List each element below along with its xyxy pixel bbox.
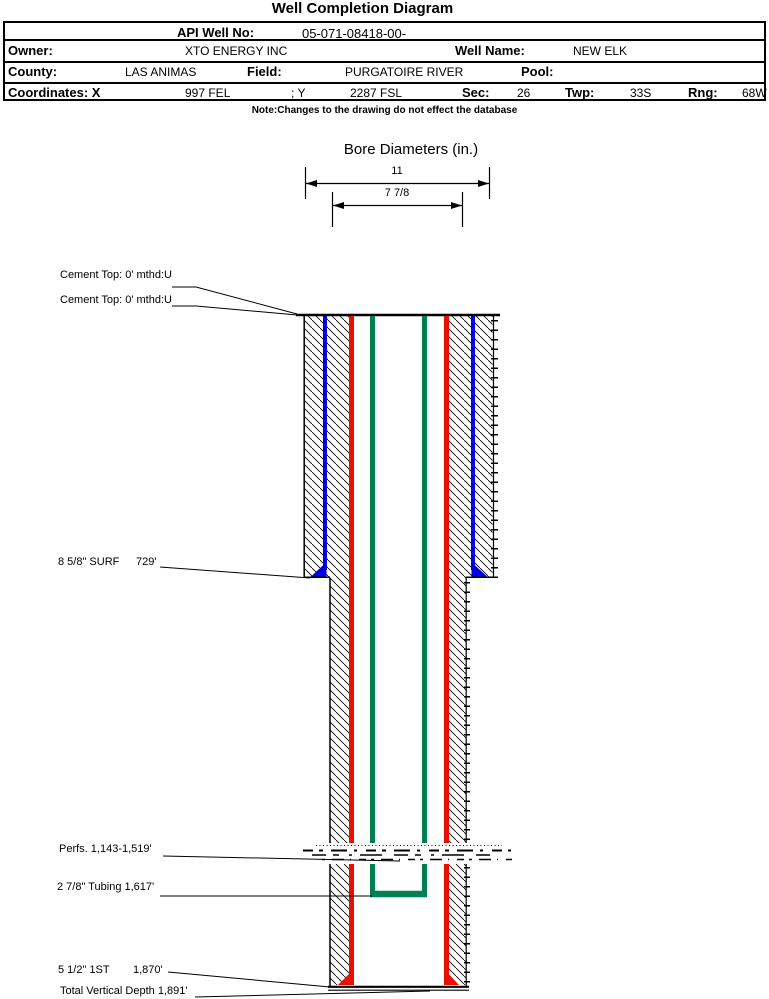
field-label: Field: xyxy=(247,64,282,79)
page-title: Well Completion Diagram xyxy=(271,0,454,17)
pool-label: Pool: xyxy=(521,64,554,79)
sec-value: 26 xyxy=(517,86,531,100)
surface-casing-label: 8 5/8" SURF xyxy=(58,556,120,568)
total-vertical-depth-label: Total Vertical Depth 1,891' xyxy=(60,985,188,997)
database-note: Note:Changes to the drawing do not effect the database xyxy=(251,105,518,116)
cement-top-label-1: Cement Top: 0' mthd:U xyxy=(60,269,172,281)
coordinates-label: Coordinates: X xyxy=(8,85,101,100)
bore-inner-dimension-label: 7 7/8 xyxy=(384,187,410,199)
api-label: API Well No: xyxy=(177,25,255,40)
cement-top-leader-2 xyxy=(172,306,297,315)
cement-top-label-2: Cement Top: 0' mthd:U xyxy=(60,294,172,306)
total-depth-leader xyxy=(195,991,430,997)
cement-top-leader-1 xyxy=(172,287,297,314)
tubing-label: 2 7/8" Tubing 1,617' xyxy=(57,881,155,893)
rng-value: 68W xyxy=(742,86,767,100)
surface-casing-leader xyxy=(160,567,310,578)
production-casing-leader xyxy=(168,972,330,987)
twp-label: Twp: xyxy=(565,85,595,100)
field-value: PURGATOIRE RIVER xyxy=(345,65,464,79)
arrowhead-right-icon xyxy=(478,180,489,187)
bore-outer-dimension-label: 11 xyxy=(391,165,403,177)
coordinates-y-value: 2287 FSL xyxy=(350,86,403,100)
bore-diameters-title: Bore Diameters (in.) xyxy=(343,141,479,158)
coordinates-y-label: ; Y xyxy=(291,86,306,100)
owner-value: XTO ENERGY INC xyxy=(185,44,288,58)
coordinates-x-value: 997 FEL xyxy=(185,86,231,100)
county-value: LAS ANIMAS xyxy=(125,65,197,79)
production-casing-label: 5 1/2" 1ST xyxy=(58,964,110,976)
api-value: 05-071-08418-00- xyxy=(302,26,407,41)
well-name-value: NEW ELK xyxy=(573,44,628,58)
perforation-zone xyxy=(298,843,512,864)
arrowhead-left-icon xyxy=(306,180,317,187)
sec-label: Sec: xyxy=(462,85,490,100)
surface-casing-depth: 729' xyxy=(136,556,157,568)
arrowhead-right-icon xyxy=(451,202,462,209)
production-casing-depth: 1,870' xyxy=(133,964,163,976)
well-name-label: Well Name: xyxy=(455,43,525,58)
well-bottom xyxy=(328,987,469,990)
production-casing xyxy=(338,316,459,985)
twp-value: 33S xyxy=(630,86,652,100)
perforations-label: Perfs. 1,143-1,519' xyxy=(59,843,152,855)
county-label: County: xyxy=(8,64,58,79)
rng-label: Rng: xyxy=(688,85,718,100)
arrowhead-left-icon xyxy=(333,202,344,209)
tubing-string xyxy=(370,316,427,896)
bore-inner-dimension xyxy=(333,192,463,227)
leader-lines xyxy=(160,287,430,997)
owner-label: Owner: xyxy=(8,43,53,58)
